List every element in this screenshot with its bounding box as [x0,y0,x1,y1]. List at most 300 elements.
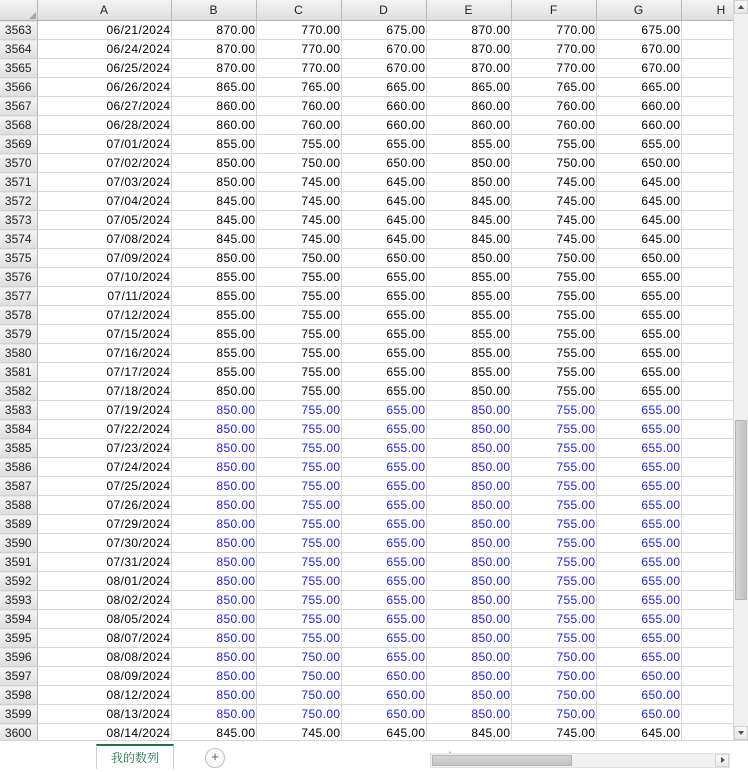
table-cell[interactable]: 845.00 [426,192,511,211]
table-cell[interactable]: 07/17/2024 [37,363,171,382]
table-row[interactable] [0,591,735,610]
table-cell[interactable]: 850.00 [171,534,256,553]
table-cell[interactable]: 750.00 [256,705,341,724]
table-cell[interactable]: 655.00 [341,648,426,667]
table-row[interactable] [0,173,735,192]
table-cell[interactable]: 850.00 [171,515,256,534]
table-cell[interactable]: 655.00 [596,325,681,344]
table-row[interactable] [0,667,735,686]
table-cell[interactable]: 855.00 [426,325,511,344]
table-cell[interactable]: 870.00 [171,21,256,40]
table-cell[interactable]: 645.00 [596,724,681,741]
table-cell[interactable]: 07/04/2024 [37,192,171,211]
table-cell[interactable]: 655.00 [596,135,681,154]
table-cell[interactable]: 655.00 [341,572,426,591]
table-cell[interactable]: 08/02/2024 [37,591,171,610]
column-header-c[interactable]: C [256,0,341,21]
table-cell[interactable] [681,401,735,420]
table-cell[interactable]: 865.00 [171,78,256,97]
column-header-f[interactable]: F [511,0,596,21]
table-cell[interactable]: 655.00 [341,135,426,154]
scroll-up-button[interactable] [734,0,748,14]
row-header[interactable]: 3577 [0,287,37,306]
table-cell[interactable]: 06/25/2024 [37,59,171,78]
row-header[interactable]: 3580 [0,344,37,363]
row-header[interactable]: 3586 [0,458,37,477]
table-cell[interactable]: 870.00 [426,59,511,78]
table-cell[interactable]: 850.00 [171,667,256,686]
table-cell[interactable]: 850.00 [171,420,256,439]
row-header[interactable]: 3563 [0,21,37,40]
table-row[interactable] [0,629,735,648]
table-cell[interactable]: 655.00 [341,363,426,382]
table-cell[interactable]: 850.00 [171,382,256,401]
table-cell[interactable]: 755.00 [511,306,596,325]
column-header-b[interactable]: B [171,0,256,21]
table-cell[interactable]: 655.00 [596,287,681,306]
table-cell[interactable]: 745.00 [256,211,341,230]
table-cell[interactable]: 755.00 [511,344,596,363]
table-cell[interactable]: 745.00 [256,192,341,211]
table-cell[interactable] [681,591,735,610]
table-cell[interactable]: 07/12/2024 [37,306,171,325]
table-cell[interactable]: 850.00 [171,705,256,724]
table-cell[interactable]: 870.00 [426,21,511,40]
table-cell[interactable] [681,78,735,97]
table-row[interactable] [0,135,735,154]
table-row[interactable] [0,458,735,477]
horizontal-scrollbar[interactable] [430,753,730,768]
table-cell[interactable] [681,230,735,249]
table-cell[interactable]: 755.00 [511,572,596,591]
select-all-corner[interactable] [0,0,37,21]
table-cell[interactable]: 850.00 [171,686,256,705]
table-cell[interactable]: 07/01/2024 [37,135,171,154]
table-cell[interactable]: 07/25/2024 [37,477,171,496]
table-cell[interactable]: 07/26/2024 [37,496,171,515]
table-cell[interactable] [681,97,735,116]
table-cell[interactable]: 755.00 [256,344,341,363]
table-cell[interactable]: 655.00 [596,572,681,591]
table-cell[interactable]: 860.00 [171,97,256,116]
table-cell[interactable]: 845.00 [171,724,256,741]
table-cell[interactable]: 850.00 [426,572,511,591]
table-cell[interactable]: 670.00 [341,40,426,59]
table-cell[interactable] [681,116,735,135]
horizontal-scroll-thumb[interactable] [432,755,572,766]
table-cell[interactable]: 655.00 [341,458,426,477]
table-cell[interactable]: 08/09/2024 [37,667,171,686]
table-cell[interactable]: 850.00 [171,477,256,496]
table-cell[interactable]: 650.00 [596,154,681,173]
table-cell[interactable]: 855.00 [171,344,256,363]
table-cell[interactable]: 655.00 [341,591,426,610]
table-cell[interactable]: 760.00 [256,116,341,135]
table-cell[interactable]: 660.00 [341,116,426,135]
table-cell[interactable]: 755.00 [256,591,341,610]
table-row[interactable] [0,97,735,116]
table-cell[interactable]: 08/14/2024 [37,724,171,741]
column-header-a[interactable]: A [37,0,171,21]
table-cell[interactable]: 750.00 [511,667,596,686]
table-row[interactable] [0,287,735,306]
table-cell[interactable]: 755.00 [256,553,341,572]
table-cell[interactable] [681,724,735,741]
table-cell[interactable]: 650.00 [596,249,681,268]
table-cell[interactable]: 660.00 [596,97,681,116]
table-cell[interactable]: 850.00 [426,705,511,724]
table-cell[interactable]: 855.00 [426,287,511,306]
table-cell[interactable]: 755.00 [256,135,341,154]
row-header[interactable]: 3571 [0,173,37,192]
table-row[interactable] [0,154,735,173]
table-row[interactable] [0,249,735,268]
table-cell[interactable]: 850.00 [426,458,511,477]
table-cell[interactable] [681,534,735,553]
table-cell[interactable]: 850.00 [171,173,256,192]
table-row[interactable] [0,610,735,629]
table-cell[interactable]: 655.00 [596,610,681,629]
table-cell[interactable]: 855.00 [171,135,256,154]
table-cell[interactable]: 850.00 [426,154,511,173]
table-cell[interactable]: 850.00 [426,382,511,401]
table-cell[interactable]: 850.00 [426,591,511,610]
table-cell[interactable]: 655.00 [596,344,681,363]
table-cell[interactable]: 655.00 [341,382,426,401]
table-row[interactable] [0,686,735,705]
table-cell[interactable]: 755.00 [256,629,341,648]
table-cell[interactable]: 750.00 [256,249,341,268]
table-cell[interactable]: 850.00 [426,553,511,572]
table-cell[interactable]: 745.00 [511,230,596,249]
table-cell[interactable]: 08/01/2024 [37,572,171,591]
table-cell[interactable]: 07/15/2024 [37,325,171,344]
scroll-down-button[interactable] [734,726,748,740]
table-cell[interactable]: 655.00 [596,553,681,572]
row-header[interactable]: 3575 [0,249,37,268]
table-cell[interactable]: 745.00 [511,211,596,230]
row-header[interactable]: 3591 [0,553,37,572]
table-cell[interactable]: 850.00 [426,534,511,553]
row-header[interactable]: 3599 [0,705,37,724]
table-cell[interactable]: 655.00 [341,439,426,458]
table-cell[interactable]: 750.00 [256,686,341,705]
table-cell[interactable]: 755.00 [256,306,341,325]
table-cell[interactable]: 675.00 [596,21,681,40]
table-cell[interactable]: 850.00 [171,629,256,648]
table-cell[interactable]: 655.00 [596,439,681,458]
table-cell[interactable]: 645.00 [341,173,426,192]
row-header[interactable]: 3589 [0,515,37,534]
table-cell[interactable]: 850.00 [171,553,256,572]
table-cell[interactable]: 655.00 [596,401,681,420]
row-header[interactable]: 3583 [0,401,37,420]
table-cell[interactable]: 750.00 [511,705,596,724]
table-cell[interactable]: 745.00 [256,724,341,741]
table-row[interactable] [0,515,735,534]
table-cell[interactable]: 855.00 [171,325,256,344]
row-header[interactable]: 3578 [0,306,37,325]
table-cell[interactable]: 06/27/2024 [37,97,171,116]
table-row[interactable] [0,420,735,439]
table-cell[interactable]: 855.00 [426,135,511,154]
table-row[interactable] [0,572,735,591]
table-cell[interactable]: 755.00 [511,496,596,515]
table-cell[interactable]: 750.00 [256,154,341,173]
table-cell[interactable]: 07/05/2024 [37,211,171,230]
table-cell[interactable]: 850.00 [171,610,256,629]
table-cell[interactable]: 770.00 [511,59,596,78]
table-cell[interactable]: 850.00 [426,420,511,439]
table-cell[interactable]: 655.00 [341,477,426,496]
table-cell[interactable]: 655.00 [596,515,681,534]
table-cell[interactable]: 07/02/2024 [37,154,171,173]
column-header-d[interactable]: D [341,0,426,21]
table-cell[interactable] [681,648,735,667]
table-cell[interactable]: 750.00 [511,249,596,268]
table-cell[interactable]: 755.00 [256,534,341,553]
table-cell[interactable]: 850.00 [171,572,256,591]
table-cell[interactable]: 745.00 [511,192,596,211]
table-cell[interactable] [681,287,735,306]
table-cell[interactable]: 755.00 [256,420,341,439]
table-cell[interactable]: 06/26/2024 [37,78,171,97]
table-row[interactable] [0,40,735,59]
table-cell[interactable] [681,59,735,78]
table-cell[interactable]: 745.00 [256,173,341,192]
table-cell[interactable]: 655.00 [596,534,681,553]
row-header[interactable]: 3570 [0,154,37,173]
table-cell[interactable]: 760.00 [511,116,596,135]
table-cell[interactable]: 655.00 [596,458,681,477]
table-cell[interactable]: 655.00 [341,401,426,420]
table-cell[interactable]: 850.00 [426,686,511,705]
table-cell[interactable] [681,192,735,211]
row-header[interactable]: 3572 [0,192,37,211]
table-cell[interactable]: 645.00 [341,724,426,741]
column-header-g[interactable]: G [596,0,681,21]
table-cell[interactable] [681,154,735,173]
table-cell[interactable] [681,496,735,515]
table-row[interactable] [0,230,735,249]
table-cell[interactable]: 850.00 [426,515,511,534]
table-cell[interactable]: 655.00 [341,610,426,629]
table-cell[interactable]: 855.00 [426,344,511,363]
table-cell[interactable]: 06/24/2024 [37,40,171,59]
table-cell[interactable]: 845.00 [171,192,256,211]
table-cell[interactable]: 755.00 [256,572,341,591]
table-cell[interactable]: 855.00 [171,306,256,325]
table-cell[interactable]: 845.00 [426,230,511,249]
column-header-e[interactable]: E [426,0,511,21]
table-cell[interactable]: 07/16/2024 [37,344,171,363]
table-cell[interactable]: 655.00 [341,420,426,439]
table-cell[interactable]: 850.00 [171,458,256,477]
table-cell[interactable]: 660.00 [596,116,681,135]
table-cell[interactable]: 655.00 [341,534,426,553]
table-cell[interactable] [681,40,735,59]
table-cell[interactable]: 770.00 [511,21,596,40]
row-header[interactable]: 3587 [0,477,37,496]
table-row[interactable] [0,534,735,553]
table-cell[interactable]: 855.00 [171,287,256,306]
table-cell[interactable]: 845.00 [171,230,256,249]
table-cell[interactable]: 860.00 [426,97,511,116]
table-cell[interactable]: 850.00 [171,591,256,610]
table-cell[interactable]: 755.00 [256,325,341,344]
table-cell[interactable]: 675.00 [341,21,426,40]
column-header-h[interactable]: H [681,0,735,21]
table-cell[interactable]: 07/29/2024 [37,515,171,534]
table-cell[interactable]: 645.00 [596,192,681,211]
table-cell[interactable]: 845.00 [426,724,511,741]
table-cell[interactable]: 755.00 [511,591,596,610]
table-cell[interactable] [681,572,735,591]
table-cell[interactable]: 755.00 [511,515,596,534]
table-cell[interactable] [681,306,735,325]
row-header[interactable]: 3600 [0,724,37,741]
table-cell[interactable]: 860.00 [171,116,256,135]
sheet-body[interactable] [0,21,735,741]
table-cell[interactable]: 655.00 [596,268,681,287]
table-cell[interactable] [681,344,735,363]
table-cell[interactable]: 850.00 [426,667,511,686]
table-cell[interactable]: 750.00 [511,686,596,705]
table-cell[interactable]: 645.00 [341,230,426,249]
table-row[interactable] [0,553,735,572]
row-header[interactable]: 3581 [0,363,37,382]
table-cell[interactable]: 645.00 [596,211,681,230]
table-cell[interactable]: 850.00 [171,401,256,420]
table-cell[interactable]: 655.00 [596,648,681,667]
table-cell[interactable]: 06/21/2024 [37,21,171,40]
table-cell[interactable]: 755.00 [256,496,341,515]
row-header[interactable]: 3582 [0,382,37,401]
table-cell[interactable]: 650.00 [596,705,681,724]
table-cell[interactable]: 770.00 [511,40,596,59]
table-cell[interactable]: 07/24/2024 [37,458,171,477]
table-cell[interactable]: 855.00 [426,363,511,382]
table-cell[interactable]: 745.00 [511,173,596,192]
table-cell[interactable]: 850.00 [171,648,256,667]
table-cell[interactable]: 870.00 [171,59,256,78]
row-header[interactable]: 3573 [0,211,37,230]
table-cell[interactable]: 755.00 [256,363,341,382]
table-cell[interactable]: 760.00 [511,97,596,116]
table-cell[interactable] [681,553,735,572]
table-cell[interactable]: 745.00 [511,724,596,741]
table-cell[interactable]: 07/23/2024 [37,439,171,458]
table-cell[interactable]: 655.00 [596,420,681,439]
row-header[interactable]: 3585 [0,439,37,458]
table-cell[interactable] [681,135,735,154]
row-header[interactable]: 3576 [0,268,37,287]
table-cell[interactable]: 745.00 [256,230,341,249]
table-cell[interactable]: 855.00 [426,306,511,325]
table-cell[interactable]: 755.00 [511,458,596,477]
table-cell[interactable] [681,686,735,705]
table-cell[interactable]: 650.00 [341,154,426,173]
table-cell[interactable]: 655.00 [341,515,426,534]
table-cell[interactable]: 660.00 [341,97,426,116]
table-row[interactable] [0,21,735,40]
table-cell[interactable]: 07/31/2024 [37,553,171,572]
table-cell[interactable] [681,363,735,382]
table-cell[interactable]: 755.00 [511,534,596,553]
row-header[interactable]: 3598 [0,686,37,705]
table-cell[interactable]: 765.00 [511,78,596,97]
table-cell[interactable]: 850.00 [426,496,511,515]
table-cell[interactable]: 755.00 [256,268,341,287]
table-cell[interactable]: 770.00 [256,40,341,59]
table-cell[interactable]: 755.00 [256,477,341,496]
table-cell[interactable] [681,667,735,686]
table-cell[interactable]: 850.00 [171,439,256,458]
table-cell[interactable]: 750.00 [511,154,596,173]
table-cell[interactable]: 850.00 [426,401,511,420]
sheet-tab-active[interactable]: 我的数列 [96,744,174,769]
table-cell[interactable]: 755.00 [511,268,596,287]
table-cell[interactable]: 750.00 [256,648,341,667]
table-cell[interactable]: 755.00 [511,382,596,401]
table-cell[interactable]: 655.00 [596,382,681,401]
table-cell[interactable]: 850.00 [426,249,511,268]
table-cell[interactable]: 765.00 [256,78,341,97]
table-cell[interactable] [681,629,735,648]
table-cell[interactable]: 07/19/2024 [37,401,171,420]
table-cell[interactable] [681,21,735,40]
table-cell[interactable]: 655.00 [596,477,681,496]
row-header[interactable]: 3566 [0,78,37,97]
table-cell[interactable]: 645.00 [596,230,681,249]
table-row[interactable] [0,211,735,230]
table-cell[interactable]: 655.00 [341,344,426,363]
table-cell[interactable]: 655.00 [341,287,426,306]
table-cell[interactable]: 655.00 [341,268,426,287]
table-row[interactable] [0,496,735,515]
table-cell[interactable]: 655.00 [596,591,681,610]
table-cell[interactable] [681,420,735,439]
table-cell[interactable]: 850.00 [426,610,511,629]
table-cell[interactable]: 755.00 [256,439,341,458]
table-row[interactable] [0,401,735,420]
table-cell[interactable]: 650.00 [596,686,681,705]
table-row[interactable] [0,59,735,78]
row-header[interactable]: 3592 [0,572,37,591]
row-header[interactable]: 3595 [0,629,37,648]
table-cell[interactable]: 755.00 [511,325,596,344]
table-cell[interactable]: 855.00 [171,363,256,382]
table-cell[interactable]: 650.00 [341,667,426,686]
table-row[interactable] [0,192,735,211]
table-cell[interactable]: 850.00 [171,154,256,173]
table-cell[interactable]: 755.00 [256,287,341,306]
table-cell[interactable]: 07/22/2024 [37,420,171,439]
vertical-scroll-thumb[interactable] [735,420,747,600]
table-cell[interactable]: 655.00 [596,496,681,515]
table-cell[interactable]: 750.00 [256,667,341,686]
table-cell[interactable]: 870.00 [426,40,511,59]
table-cell[interactable]: 870.00 [171,40,256,59]
table-cell[interactable]: 655.00 [341,553,426,572]
row-header[interactable]: 3569 [0,135,37,154]
table-cell[interactable] [681,325,735,344]
table-cell[interactable]: 645.00 [596,173,681,192]
table-cell[interactable] [681,211,735,230]
table-row[interactable] [0,344,735,363]
table-cell[interactable]: 850.00 [171,496,256,515]
table-cell[interactable]: 850.00 [426,439,511,458]
